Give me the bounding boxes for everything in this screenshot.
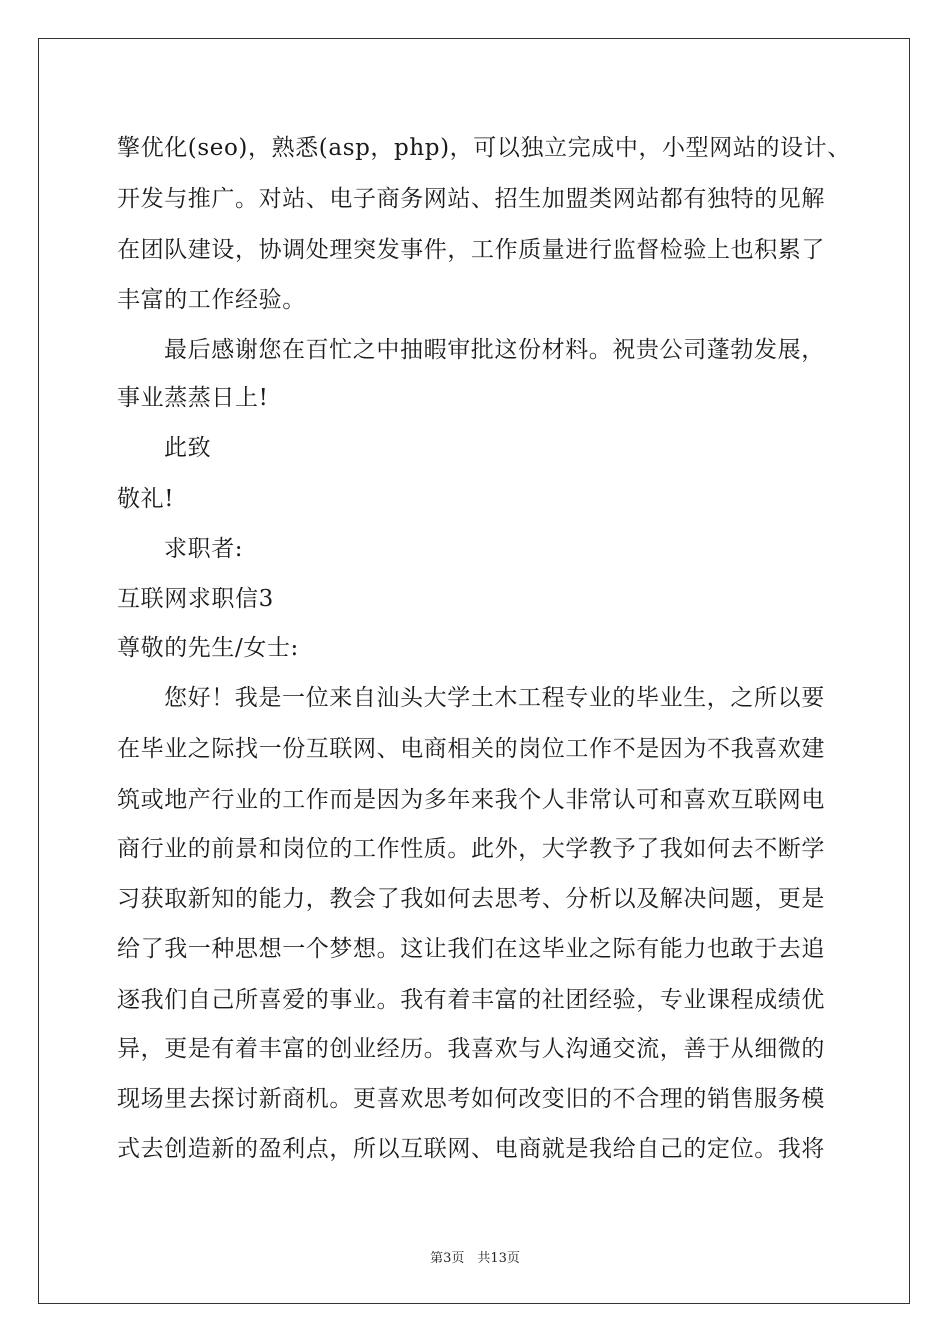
text-line: 丰富的工作经验。 — [117, 287, 306, 313]
salutation-closing: 此致 — [164, 435, 212, 461]
applicant-signature: 求职者: — [164, 536, 244, 562]
salutation-respect: 敬礼! — [117, 486, 175, 512]
greeting: 尊敬的先生/女士: — [117, 635, 299, 661]
text-line: 给了我一种思想一个梦想。这让我们在这毕业之际有能力也敢于去追 — [117, 936, 825, 962]
text-line: 式去创造新的盈利点，所以互联网、电商就是我给自己的定位。我将 — [117, 1136, 825, 1162]
text-line: 最后感谢您在百忙之中抽暇审批这份材料。祝贵公司蓬勃发展， — [164, 337, 825, 363]
text-line: 筑或地产行业的工作而是因为多年来我个人非常认可和喜欢互联网电 — [117, 787, 825, 813]
text-line: 习获取新知的能力，教会了我如何去思考、分析以及解决问题，更是 — [117, 886, 825, 912]
text-line: 商行业的前景和岗位的工作性质。此外，大学教予了我如何去不断学 — [117, 836, 825, 862]
text-line: 现场里去探讨新商机。更喜欢思考如何改变旧的不合理的销售服务模 — [117, 1086, 825, 1112]
section-title: 互联网求职信3 — [117, 586, 274, 612]
text-line: 擎优化(seo)，熟悉(asp，php)，可以独立完成中，小型网站的设计、 — [117, 135, 851, 161]
text-line: 逐我们自己所喜爱的事业。我有着丰富的社团经验，专业课程成绩优 — [117, 987, 825, 1013]
text-line: 事业蒸蒸日上! — [117, 385, 269, 411]
text-line: 异，更是有着丰富的创业经历。我喜欢与人沟通交流，善于从细微的 — [117, 1036, 825, 1062]
text-line: 在毕业之际找一份互联网、电商相关的岗位工作不是因为不我喜欢建 — [117, 736, 825, 762]
text-line: 在团队建设，协调处理突发事件，工作质量进行监督检验上也积累了 — [117, 237, 825, 263]
text-line: 开发与推广。对站、电子商务网站、招生加盟类网站都有独特的见解 — [117, 186, 825, 212]
text-line: 您好！我是一位来自汕头大学土木工程专业的毕业生，之所以要 — [164, 685, 825, 711]
page-number-footer: 第3页 共13页 — [430, 1251, 520, 1266]
page-border — [38, 38, 910, 1304]
